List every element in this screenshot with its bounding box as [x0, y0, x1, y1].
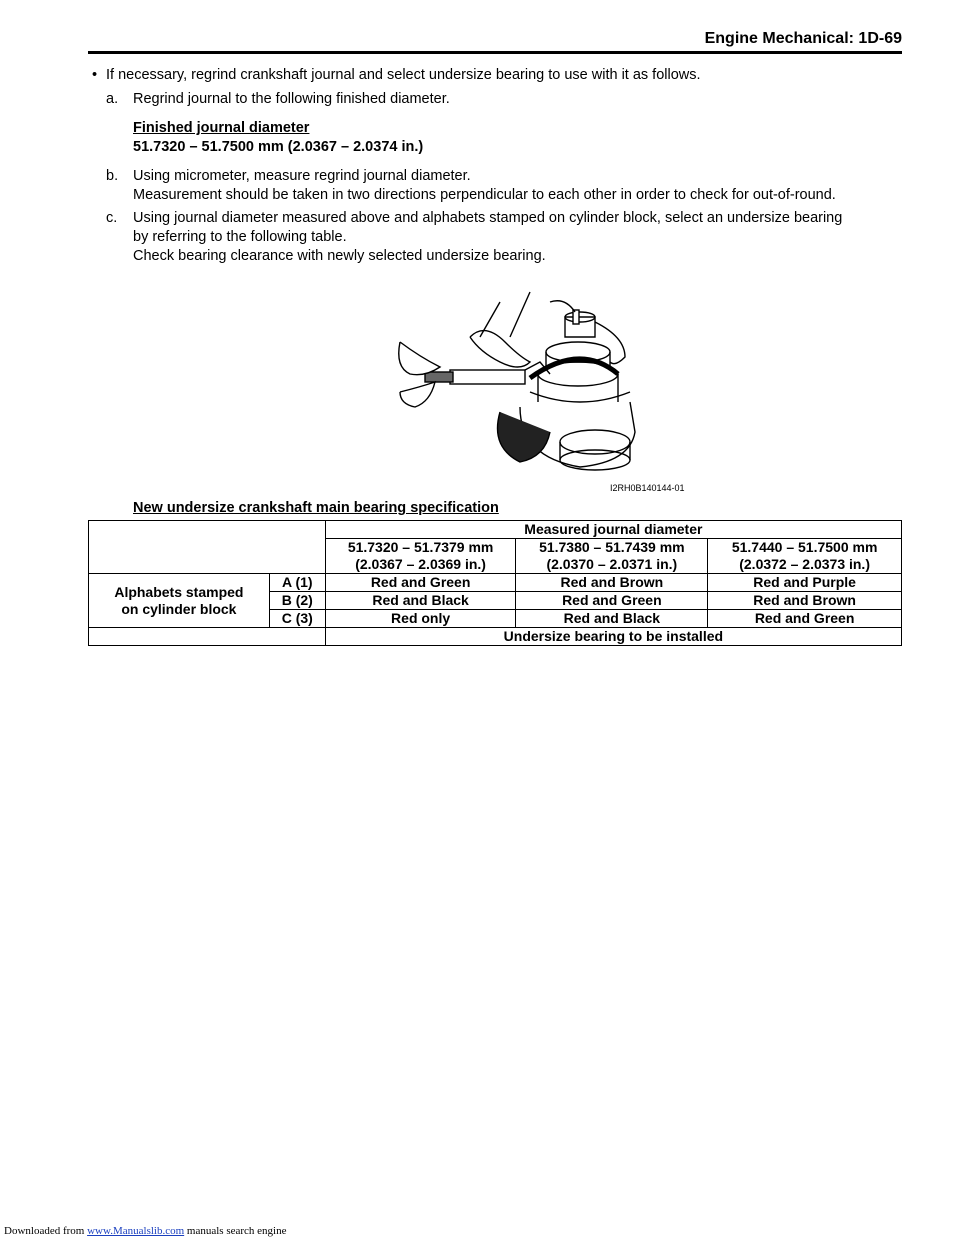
table-row — [89, 574, 902, 592]
table-footer-cell: Undersize bearing to be installed — [325, 628, 901, 646]
bullet-icon: • — [92, 67, 98, 83]
step-label: b. — [106, 168, 119, 184]
finished-spec-value: 51.7320 – 51.7500 mm (2.0367 – 2.0374 in.) — [133, 139, 424, 155]
page-footer — [4, 1225, 286, 1237]
step-line: Using journal diameter measured above and alphabets stamped on cylinder block, select an undersize bearing — [133, 210, 843, 226]
table-corner-cell — [89, 521, 326, 574]
table-top-header: Measured journal diameter — [325, 521, 901, 539]
step-label: c. — [106, 210, 118, 226]
table-row-header: Alphabets stamped on cylinder block — [89, 574, 270, 628]
step-text — [133, 209, 913, 266]
table-cell: Red and Brown — [708, 592, 902, 610]
table-title: New undersize crankshaft main bearing specification — [133, 500, 499, 516]
table-cell: Red and Green — [325, 574, 516, 592]
step-line: Using micrometer, measure regrind journal diameter. — [133, 168, 471, 184]
step-line: Check bearing clearance with newly selected undersize bearing. — [133, 248, 546, 264]
table-col-header: 51.7320 – 51.7379 mm (2.0367 – 2.0369 in.) — [325, 539, 516, 574]
step-line: Measurement should be taken in two directions perpendicular to each other in order to check for out-of-round. — [133, 187, 836, 203]
table-row — [89, 521, 902, 539]
finished-spec — [133, 119, 423, 157]
step-text — [133, 167, 913, 205]
table-cell: Red and Black — [325, 592, 516, 610]
step-line: by referring to the following table. — [133, 229, 347, 245]
table-col-header: 51.7380 – 51.7439 mm (2.0370 – 2.0371 in.) — [516, 539, 708, 574]
footer-prefix: Downloaded from — [4, 1225, 88, 1237]
intro-text: If necessary, regrind crankshaft journal and select undersize bearing to use with it as follows. — [106, 67, 701, 83]
header-rule — [88, 51, 902, 54]
figure-code: I2RH0B140144-01 — [610, 483, 685, 493]
micrometer-illustration — [380, 282, 700, 492]
table-cell: Red and Purple — [708, 574, 902, 592]
footer-link[interactable]: www.Manualslib.com — [87, 1225, 185, 1237]
table-row-code: A (1) — [269, 574, 325, 592]
table-row-code: C (3) — [269, 610, 325, 628]
table-row — [89, 628, 902, 646]
table-row-code: B (2) — [269, 592, 325, 610]
bearing-spec-table — [88, 520, 902, 646]
page-header-title: Engine Mechanical: 1D-69 — [704, 30, 902, 47]
finished-spec-title: Finished journal diameter — [133, 120, 310, 136]
table-cell: Red and Green — [708, 610, 902, 628]
table-col-header: 51.7440 – 51.7500 mm (2.0372 – 2.0373 in.) — [708, 539, 902, 574]
table-cell: Red only — [325, 610, 516, 628]
step-label: a. — [106, 91, 119, 107]
table-cell: Red and Black — [516, 610, 708, 628]
table-empty-cell — [89, 628, 326, 646]
step-text: Regrind journal to the following finished diameter. — [133, 91, 450, 107]
table-cell: Red and Brown — [516, 574, 708, 592]
intro-bullet-item — [92, 67, 701, 83]
table-cell: Red and Green — [516, 592, 708, 610]
footer-suffix: manuals search engine — [184, 1225, 287, 1237]
